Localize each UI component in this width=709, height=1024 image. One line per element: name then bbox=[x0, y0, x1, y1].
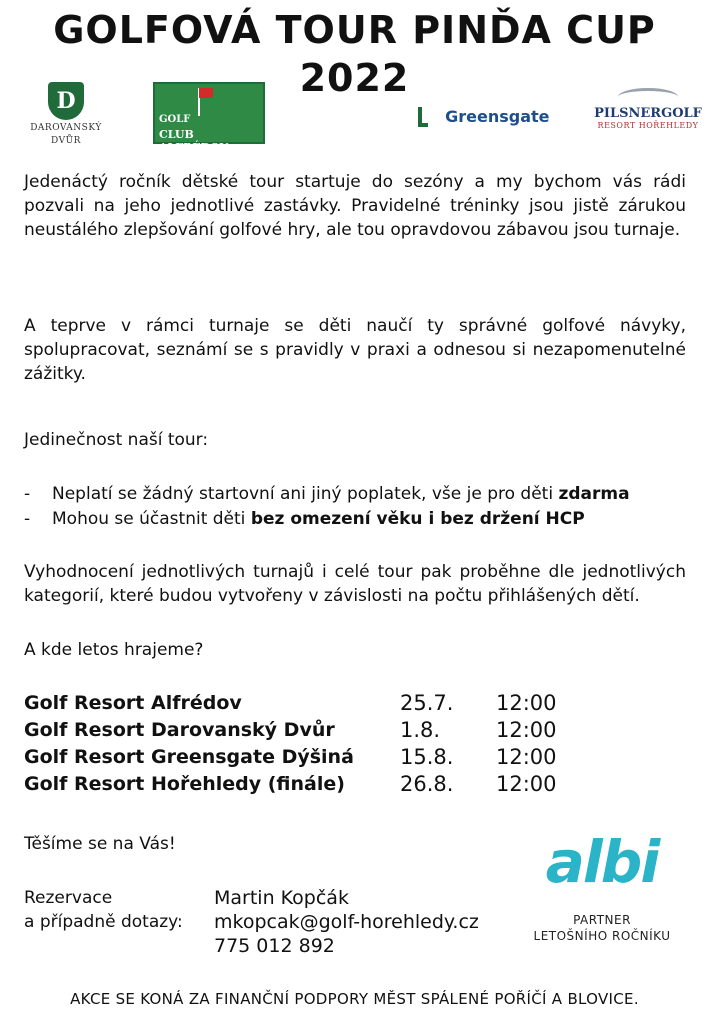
venue: Golf Resort Hořehledy (finále) bbox=[24, 773, 345, 795]
list-item: - Mohou se účastnit děti bez omezení věku i bez držení HCP bbox=[24, 509, 585, 529]
where-heading: A kde letos hrajeme? bbox=[24, 640, 204, 660]
contact-labels bbox=[24, 886, 214, 934]
albi-partner bbox=[512, 826, 692, 944]
darovansky-caption1: DAROVANSKÝ bbox=[30, 123, 102, 133]
date: 26.8. bbox=[400, 772, 454, 796]
time: 12:00 bbox=[496, 772, 557, 796]
darovansky-caption2: DVŮR bbox=[51, 136, 81, 146]
evaluation-paragraph: Vyhodnocení jednotlivých turnajů i celé tour pak proběhne dle jednotlivých kategorií, které budou vytvořeny v závislosti na počtu přihlášených dětí. bbox=[24, 562, 686, 606]
partner-caption1: PARTNER bbox=[573, 913, 631, 927]
thanks-text: Těšíme se na Vás! bbox=[24, 834, 176, 854]
date: 25.7. bbox=[400, 691, 454, 715]
greensgate-mark-icon bbox=[418, 107, 428, 127]
list-item: - Neplatí se žádný startovní ani jiný poplatek, vše je pro děti zdarma bbox=[24, 484, 630, 504]
schedule-row bbox=[24, 744, 624, 771]
pilsner-name: PILSNERGOLF bbox=[594, 106, 702, 121]
time: 12:00 bbox=[496, 718, 557, 742]
greensgate-logo bbox=[418, 106, 549, 130]
second-paragraph: A teprve v rámci turnaje se děti naučí ty správné golfové návyky, spolupracovat, seznámí se s pravidly v praxi a odnesou si nezapomenutelné zážitky. bbox=[24, 316, 686, 384]
title-line2: 2022 bbox=[299, 56, 410, 100]
title-line1: GOLFOVÁ TOUR PINĎA CUP bbox=[53, 8, 656, 52]
darovansky-shield-icon: D bbox=[48, 82, 84, 120]
schedule-row bbox=[24, 690, 624, 717]
venue: Golf Resort Greensgate Dýšiná bbox=[24, 746, 354, 768]
time: 12:00 bbox=[496, 745, 557, 769]
greensgate-name: Greensgate bbox=[445, 107, 550, 126]
contact-label-reservation: Rezervace bbox=[24, 888, 113, 908]
venue: Golf Resort Darovanský Dvůr bbox=[24, 719, 335, 741]
venue: Golf Resort Alfrédov bbox=[24, 692, 242, 714]
uniqueness-heading: Jedinečnost naší tour: bbox=[24, 430, 209, 450]
golf-club-alfredov-logo bbox=[153, 82, 265, 154]
contact-phone: 775 012 892 bbox=[214, 935, 335, 957]
schedule-row bbox=[24, 771, 624, 798]
date: 1.8. bbox=[400, 718, 441, 742]
albi-logo: albi bbox=[545, 828, 659, 896]
schedule-row bbox=[24, 717, 624, 744]
partner-caption2: LETOŠNÍHO ROČNÍKU bbox=[533, 929, 671, 943]
intro-paragraph: Jedenáctý ročník dětské tour startuje do sezóny a my bychom vás rádi pozvali na jeho jednotlivé zastávky. Pravidelné tréninky jsou jistě zárukou neustálého zlepšování golfové hry, ale tou opravdovou zábavou jsou turnaje. bbox=[24, 172, 686, 240]
flag-icon bbox=[199, 88, 213, 98]
darovansky-dvur-logo bbox=[30, 82, 102, 146]
pilsner-golf-logo bbox=[588, 88, 708, 130]
footer-text: AKCE SE KONÁ ZA FINANČNÍ PODPORY MĚST SPÁLENÉ POŘÍČÍ A BLOVICE. bbox=[70, 990, 639, 1008]
contact-email-link[interactable]: mkopcak@golf-horehledy.cz bbox=[214, 911, 479, 933]
contact-name: Martin Kopčák bbox=[214, 887, 349, 909]
alfredov-caption2: CLUB ALFRÉDOV bbox=[159, 128, 229, 154]
contact-label-questions: a případně dotazy: bbox=[24, 912, 183, 932]
tournament-schedule bbox=[24, 690, 624, 798]
alfredov-caption1: GOLF bbox=[159, 114, 191, 125]
date: 15.8. bbox=[400, 745, 454, 769]
pilsner-sub: RESORT HOŘEHLEDY bbox=[597, 121, 699, 130]
pilsner-swoosh-icon bbox=[618, 88, 678, 106]
time: 12:00 bbox=[496, 691, 557, 715]
uniqueness-list bbox=[24, 482, 686, 532]
contact-values bbox=[214, 886, 504, 958]
